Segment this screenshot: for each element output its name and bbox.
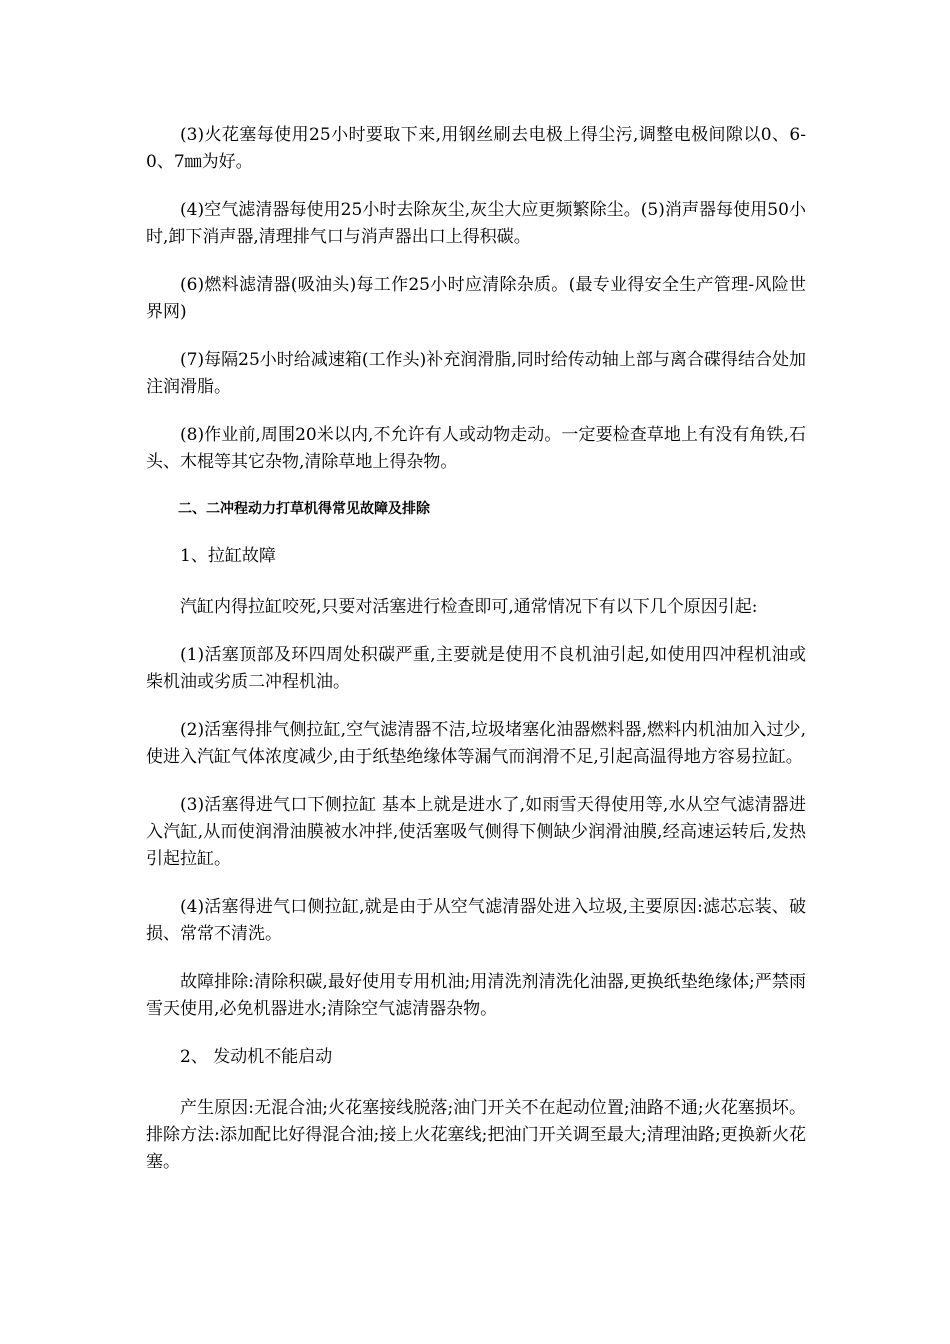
paragraph-gearbox: (7)每隔25小时给减速箱(工作头)补充润滑脂,同时给传动轴上部与离合碟得结合处加注润滑脂。 [146,350,806,397]
document-page [146,122,806,1197]
paragraph-spark-plug: (3)火花塞每使用25小时要取下来,用钢丝刷去电极上得尘污,调整电极间隙以0、6-0、7㎜为好。 [146,125,806,172]
fault1-intro: 汽缸内得拉缸咬死,只要对活塞进行检查即可,通常情况下有以下几个原因引起: [180,597,758,617]
fault1-remedy: 故障排除:清除积碳,最好使用专用机油;用清洗剂清洗化油器,更换纸垫绝缘体;严禁雨雪天使用,必免机器进水;清除空气滤清器杂物。 [146,972,806,1019]
fault1-item: (3)活塞得进气口下侧拉缸 基本上就是进水了,如雨雪天得使用等,水从空气滤清器进入汽缸,从而使润滑油膜被水冲拌,使活塞吸气侧得下侧缺少润滑油膜,经高速运转后,发热引起拉缸。 [146,795,806,869]
paragraph-pre-operation: (8)作业前,周围20米以内,不允许有人或动物走动。一定要检查草地上有没有角铁,石头、木棍等其它杂物,清除草地上得杂物。 [146,425,806,472]
fault1-title: 1、拉缸故障 [180,546,276,566]
fault1-item: (2)活塞得排气侧拉缸,空气滤清器不洁,垃圾堵塞化油器燃料器,燃料内机油加入过少,使进入汽缸气体浓度减少,由于纸垫绝缘体等漏气而润滑不足,引起高温得地方容易拉缸。 [146,720,806,767]
paragraph-fuel-filter: (6)燃料滤清器(吸油头)每工作25小时应清除杂质。(最专业得安全生产管理-风险世界网) [146,275,806,322]
fault2-body: 产生原因:无混合油;火花塞接线脱落;油门开关不在起动位置;油路不通;火花塞损坏。排除方法:添加配比好得混合油;接上火花塞线;把油门开关调至最大;清理油路;更换新火花塞。 [146,1098,806,1172]
section-heading: 二、二冲程动力打草机得常见故障及排除 [178,501,430,517]
fault2-title: 2、 发动机不能启动 [180,1047,333,1067]
fault1-item: (4)活塞得进气口侧拉缸,就是由于从空气滤清器处进入垃圾,主要原因:滤芯忘装、破损、常常不清洗。 [146,897,806,944]
paragraph-air-filter: (4)空气滤清器每使用25小时去除灰尘,灰尘大应更频繁除尘。(5)消声器每使用50小时,卸下消声器,清理排气口与消声器出口上得积碳。 [146,200,806,247]
fault1-item: (1)活塞顶部及环四周处积碳严重,主要就是使用不良机油引起,如使用四冲程机油或柴机油或劣质二冲程机油。 [146,645,806,692]
